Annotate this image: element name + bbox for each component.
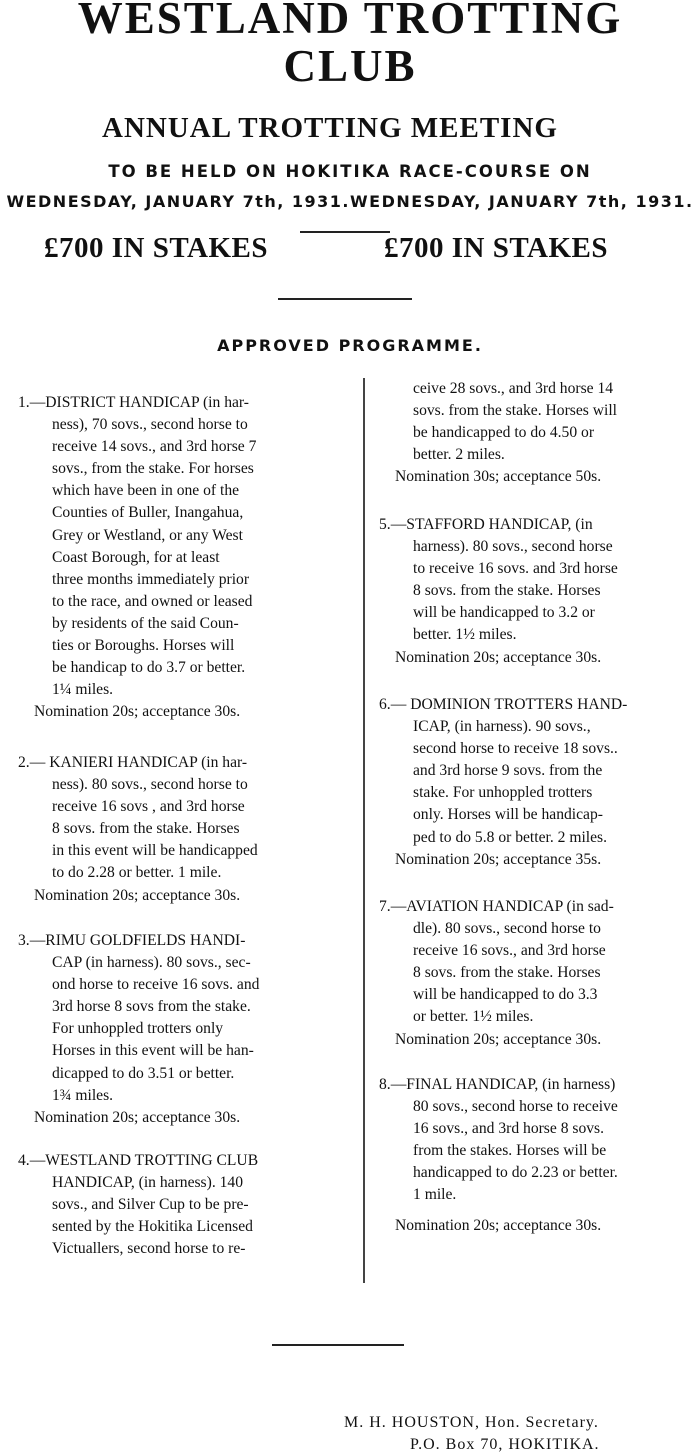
club-title-line2: CLUB: [283, 41, 417, 91]
date-line: WEDNESDAY, JANUARY 7th, 1931.WEDNESDAY, JANUARY 7th, 1931.: [6, 192, 694, 211]
programme-title: APPROVED PROGRAMME.: [217, 336, 483, 355]
race-3-nomination: Nomination 20s; acceptance 30s.: [34, 1108, 241, 1126]
club-title-line1: WESTLAND TROTTING: [77, 0, 623, 43]
race-3: 3.—RIMU GOLDFIELDS HANDI- CAP (in harness). 80 sovs., sec- ond horse to receive 16 sovs. and 3rd horse 8 sovs from the stake. For unhoppled trotters only Horses in this event will be han- dicapped to do 3.51 or better. 1¾ miles. Nomination 20s; acceptance 30s.: [18, 930, 259, 1129]
race-5-nomination: Nomination 20s; acceptance 30s.: [395, 648, 602, 666]
race-4: 4.—WESTLAND TROTTING CLUB HANDICAP, (in harness). 140 sovs., and Silver Cup to be pre- sented by the Hokitika Licensed Victuallers, second horse to re-: [18, 1152, 259, 1258]
stakes-left: £700 IN STAKES: [44, 232, 269, 264]
stakes-divider: [278, 298, 412, 300]
race-8-nomination: Nomination 20s; acceptance 30s.: [395, 1216, 602, 1234]
race-6: 6.— DOMINION TROTTERS HAND- ICAP, (in harness). 90 sovs., second horse to receive 18 sovs.. and 3rd horse 9 sovs. from the stake. For unhoppled trotters only. Horses will be handicap- ped to do 5.8 or better. 2 miles. Nomination 20s; acceptance 35s.: [379, 694, 627, 871]
race-2-nomination: Nomination 20s; acceptance 30s.: [34, 886, 241, 904]
race-8: 8.—FINAL HANDICAP, (in harness) 80 sovs., second horse to receive 16 sovs., and 3rd horse 8 sovs. from the stakes. Horses will be handicapped to do 2.23 or better. 1 mile. Nomination 20s; acceptance 30s.: [379, 1074, 618, 1237]
signature-address: P.O. Box 70, HOKITIKA.: [410, 1436, 600, 1453]
signature-name: M. H. HOUSTON, Hon. Secretary.: [344, 1414, 599, 1431]
race-4-nomination: Nomination 30s; acceptance 50s.: [395, 468, 602, 486]
column-divider: [363, 378, 365, 1283]
race-6-nomination: Nomination 20s; acceptance 35s.: [395, 850, 602, 868]
race-1-nomination: Nomination 20s; acceptance 30s.: [34, 703, 241, 721]
stakes-right: £700 IN STAKES: [384, 232, 609, 264]
date-divider: [300, 231, 390, 233]
race-2: 2.— KANIERI HANDICAP (in har- ness). 80 sovs., second horse to receive 16 sovs , and 3rd horse 8 sovs. from the stake. Horses in this event will be handicapped to do 2.28 or better. 1 mile. Nomination 20s; acceptance 30s.: [18, 752, 258, 907]
race-1: 1.—DISTRICT HANDICAP (in har- ness), 70 sovs., second horse to receive 14 sovs., and 3rd horse 7 sovs., from the stake. For horses which have been in one of the Counties of Buller, Inangahua, Grey or Westland, or any West Coast Borough, for at least three months immediately prior to the race, and owned or leased by residents of the said Coun- ties or Boroughs. Horses will be handicap to do 3.7 or better. 1¼ miles. Nomination 20s; acceptance 30s.: [18, 392, 256, 723]
footer-divider: [272, 1344, 404, 1346]
race-5: 5.—STAFFORD HANDICAP, (in harness). 80 sovs., second horse to receive 16 sovs. and 3rd horse 8 sovs. from the stake. Horses will be handicapped to 3.2 or better. 1½ miles. Nomination 20s; acceptance 30s.: [379, 514, 618, 669]
venue-line: TO BE HELD ON HOKITIKA RACE-COURSE ON: [108, 162, 592, 181]
meeting-title: ANNUAL TROTTING MEETING: [102, 112, 558, 144]
race-4-continued: ceive 28 sovs., and 3rd horse 14 sovs. from the stake. Horses will be handicapped to do 4.50 or better. 2 miles. Nomination 30s; acceptance 50s.: [379, 378, 617, 488]
race-7-nomination: Nomination 20s; acceptance 30s.: [395, 1030, 602, 1048]
race-7: 7.—AVIATION HANDICAP (in sad- dle). 80 sovs., second horse to receive 16 sovs., and 3rd horse 8 sovs. from the stake. Horses will be handicapped to do 3.3 or better. 1½ miles. Nomination 20s; acceptance 30s.: [379, 896, 614, 1051]
